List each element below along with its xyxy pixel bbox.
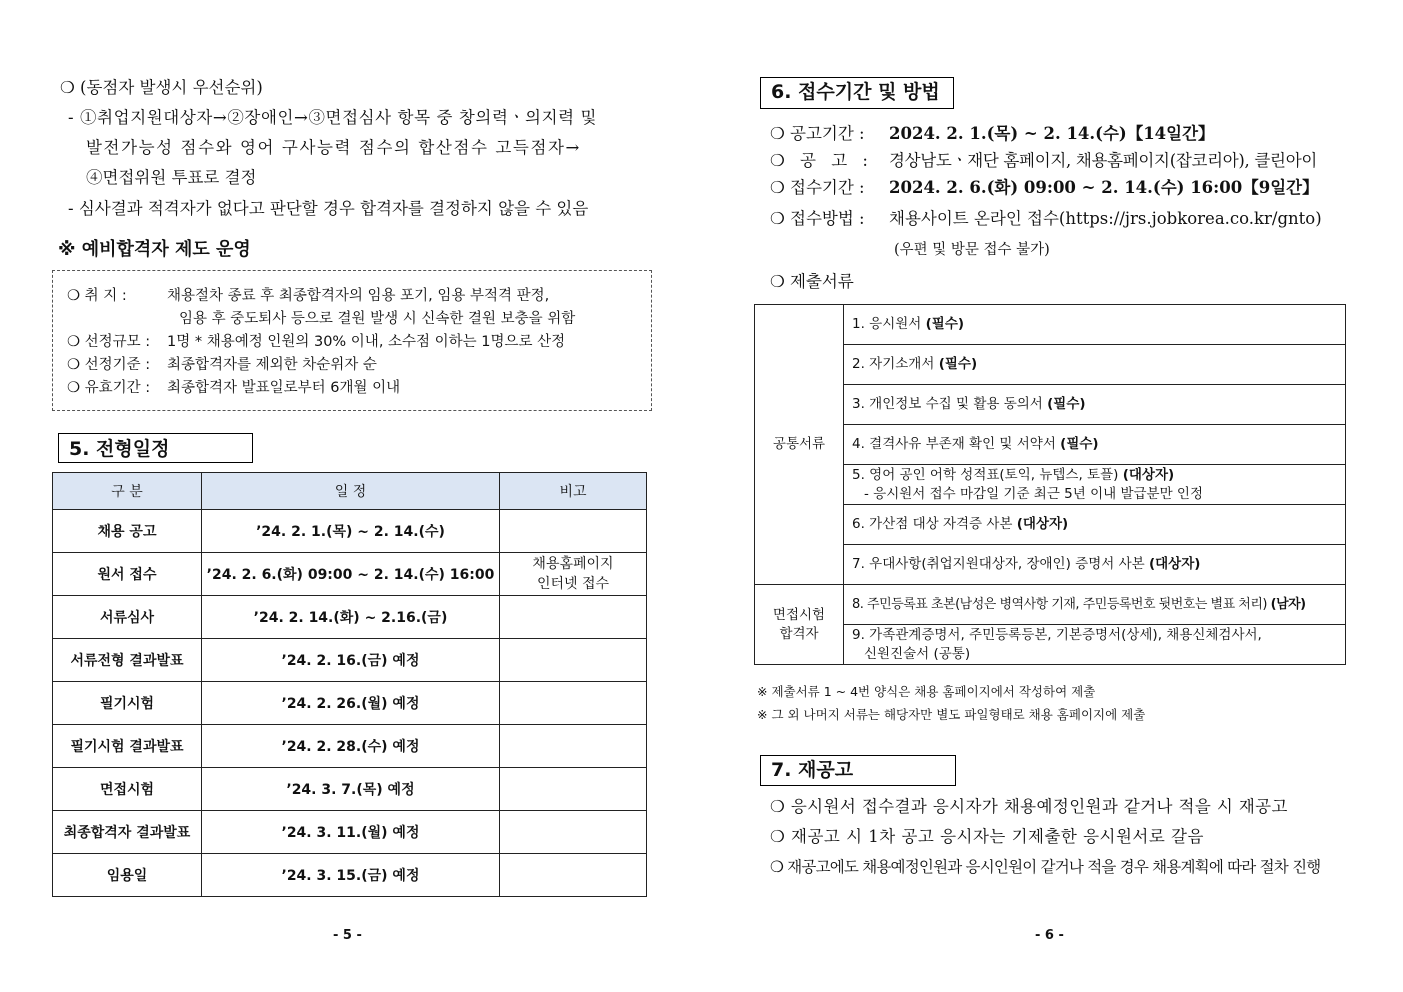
- schedule-stage: 필기시험: [53, 682, 202, 725]
- reserve-text-size: 1명 * 채용예정 인원의 30% 이내, 소수점 이하는 1명으로 산정: [167, 334, 566, 350]
- docs-note-1: ※ 제출서류 1 ~ 4번 양식은 채용 홈페이지에서 작성하여 제출: [757, 684, 1096, 699]
- docs-item-tag: (필수): [925, 316, 965, 332]
- schedule-note: [500, 854, 647, 897]
- reserve-heading: ※ 예비합격자 제도 운영: [58, 239, 251, 260]
- docs-item: [844, 305, 1346, 345]
- page-number-right: - 6 -: [1035, 928, 1064, 943]
- docs-item-tag: (필수): [1060, 436, 1099, 452]
- table-row: [755, 545, 1346, 585]
- docs-item-text: 5. 영어 공인 어학 성적표(토익, 뉴텝스, 토플): [852, 466, 1119, 483]
- schedule-date: ’24. 3. 11.(월) 예정: [202, 811, 500, 854]
- docs-item-text: 2. 자기소개서: [852, 356, 935, 372]
- table-row: [755, 425, 1346, 465]
- schedule-stage: 원서 접수: [53, 553, 202, 596]
- schedule-note-line-1: 채용홈페이지: [532, 556, 614, 572]
- table-row: [755, 505, 1346, 545]
- schedule-note: [500, 682, 647, 725]
- repost-item-2: ❍ 재공고 시 1차 공고 응시자는 기제출한 응시원서로 갈음: [770, 827, 1204, 846]
- docs-item: [844, 585, 1346, 625]
- reserve-label-size: ❍ 선정규모 :: [67, 334, 151, 350]
- table-row: [53, 768, 647, 811]
- schedule-header-note: 비고: [500, 473, 647, 510]
- reserve-label-validity: ❍ 유효기간 :: [67, 380, 151, 396]
- docs-item-tag: (대상자): [1148, 556, 1201, 572]
- schedule-note: [500, 639, 647, 682]
- table-row: [755, 385, 1346, 425]
- table-row: [53, 682, 647, 725]
- apply-period-label: ❍ 공고기간 :: [770, 124, 865, 143]
- docs-table: [754, 304, 1346, 665]
- schedule-stage: 채용 공고: [53, 510, 202, 553]
- table-row: [755, 585, 1346, 625]
- docs-category-interview: [755, 585, 844, 665]
- docs-item-text: 8. 주민등록표 초본(남성은 병역사항 기재, 주민등록번호 뒷번호는 별표 처리): [852, 597, 1267, 612]
- tie-line-1: - ①취업지원대상자→②장애인→③면접심사 항목 중 창의력ㆍ의지력 및: [68, 108, 598, 127]
- docs-item: [844, 465, 1346, 505]
- schedule-stage: 최종합격자 결과발표: [53, 811, 202, 854]
- reserve-text-validity: 최종합격자 발표일로부터 6개월 이내: [167, 380, 401, 396]
- docs-item-tag: (남자): [1270, 597, 1306, 612]
- schedule-date: ’24. 3. 15.(금) 예정: [202, 854, 500, 897]
- table-row: [53, 553, 647, 596]
- schedule-date: ’24. 2. 6.(화) 09:00 ~ 2. 14.(수) 16:00: [202, 553, 500, 596]
- repost-title: 7. 재공고: [760, 755, 956, 786]
- docs-item-tag: (대상자): [1016, 516, 1069, 532]
- schedule-note: [500, 553, 647, 596]
- docs-item: [844, 545, 1346, 585]
- schedule-date: ’24. 3. 7.(목) 예정: [202, 768, 500, 811]
- schedule-date: ’24. 2. 1.(목) ~ 2. 14.(수): [202, 510, 500, 553]
- schedule-note-line-2: 인터넷 접수: [536, 576, 610, 592]
- schedule-header-row: [53, 473, 647, 510]
- table-row: [755, 305, 1346, 345]
- tie-line-4: - 심사결과 적격자가 없다고 판단할 경우 합격자를 결정하지 않을 수 있음: [68, 199, 589, 218]
- schedule-date: ’24. 2. 26.(월) 예정: [202, 682, 500, 725]
- schedule-note: [500, 596, 647, 639]
- docs-item: [844, 345, 1346, 385]
- apply-notice-value: 경상남도ㆍ재단 홈페이지, 채용홈페이지(잡코리아), 클린아이: [889, 151, 1317, 170]
- schedule-note: [500, 725, 647, 768]
- docs-heading: ❍ 제출서류: [770, 272, 854, 291]
- apply-notice-label: ❍ 공 고 :: [770, 151, 873, 170]
- docs-item-tag: (필수): [938, 356, 978, 372]
- apply-receipt-value: 2024. 2. 6.(화) 09:00 ~ 2. 14.(수) 16:00【9일간】: [889, 178, 1319, 197]
- docs-item-text: 3. 개인정보 수집 및 활용 동의서: [852, 396, 1043, 412]
- docs-item-text: 1. 응시원서: [852, 316, 922, 332]
- schedule-date: ’24. 2. 16.(금) 예정: [202, 639, 500, 682]
- table-row: [755, 345, 1346, 385]
- schedule-stage: 필기시험 결과발표: [53, 725, 202, 768]
- docs-item: [844, 385, 1346, 425]
- repost-item-1: ❍ 응시원서 접수결과 응시자가 채용예정인원과 같거나 적을 시 재공고: [770, 797, 1288, 816]
- schedule-note: [500, 510, 647, 553]
- apply-method-label: ❍ 접수방법 :: [770, 209, 865, 228]
- schedule-note: [500, 768, 647, 811]
- table-row: [53, 854, 647, 897]
- docs-item-text: 6. 가산점 대상 자격증 사본: [852, 516, 1013, 532]
- table-row: [53, 596, 647, 639]
- docs-item: [844, 505, 1346, 545]
- table-row: [53, 725, 647, 768]
- table-row: [755, 625, 1346, 665]
- docs-item-tag: (필수): [1047, 396, 1086, 412]
- docs-item-text: 4. 결격사유 부존재 확인 및 서약서: [852, 436, 1056, 452]
- docs-note-2: ※ 그 외 나머지 서류는 해당자만 별도 파일형태로 채용 홈페이지에 제출: [757, 707, 1146, 722]
- schedule-note: [500, 811, 647, 854]
- reserve-label-purpose: ❍ 취 지 :: [67, 288, 127, 304]
- docs-item: [844, 425, 1346, 465]
- apply-period-value: 2024. 2. 1.(목) ~ 2. 14.(수)【14일간】: [889, 124, 1215, 143]
- schedule-table: [52, 472, 647, 897]
- docs-category-interview-line-2: 합격자: [779, 625, 819, 642]
- reserve-text-criteria: 최종합격자를 제외한 차순위자 순: [167, 357, 377, 373]
- docs-item-sub: - 응시원서 접수 마감일 기준 최근 5년 이내 발급분만 인정: [864, 485, 1203, 502]
- schedule-stage: 면접시험: [53, 768, 202, 811]
- tie-heading: ❍ (동점자 발생시 우선순위): [60, 78, 263, 97]
- tie-line-2: 발전가능성 점수와 영어 구사능력 점수의 합산점수 고득점자→: [86, 138, 581, 157]
- docs-category-interview-line-1: 면접시험: [772, 606, 826, 623]
- schedule-header-date: 일 정: [202, 473, 500, 510]
- docs-item-text: 9. 가족관계증명서, 주민등록등본, 기본증명서(상세), 채용신체검사서,: [852, 626, 1262, 643]
- reserve-text-purpose-cont: 임용 후 중도퇴사 등으로 결원 발생 시 신속한 결원 보충을 위함: [179, 311, 576, 327]
- apply-title: 6. 접수기간 및 방법: [760, 77, 954, 109]
- reserve-box: [52, 270, 652, 411]
- schedule-header-stage: 구 분: [53, 473, 202, 510]
- schedule-date: ’24. 2. 14.(화) ~ 2.16.(금): [202, 596, 500, 639]
- docs-item-sub: 신원진술서 (공통): [864, 645, 971, 662]
- schedule-stage: 서류전형 결과발표: [53, 639, 202, 682]
- table-row: [53, 811, 647, 854]
- apply-method-note: (우편 및 방문 접수 불가): [894, 242, 1050, 258]
- page-number-left: - 5 -: [333, 928, 362, 943]
- docs-item-text: 7. 우대사항(취업지원대상자, 장애인) 증명서 사본: [852, 556, 1149, 572]
- docs-item-tag: (대상자): [1122, 466, 1175, 483]
- docs-category-common: 공통서류: [755, 305, 844, 585]
- reserve-text-purpose: 채용절차 종료 후 최종합격자의 임용 포기, 임용 부적격 판정,: [167, 288, 550, 304]
- reserve-label-criteria: ❍ 선정기준 :: [67, 357, 151, 373]
- tie-line-3: ④면접위원 투표로 결정: [86, 168, 257, 187]
- apply-method-value: 채용사이트 온라인 접수(https://jrs.jobkorea.co.kr/gnto): [889, 209, 1322, 228]
- schedule-stage: 임용일: [53, 854, 202, 897]
- schedule-stage: 서류심사: [53, 596, 202, 639]
- table-row: [755, 465, 1346, 505]
- docs-item: [844, 625, 1346, 665]
- schedule-title: 5. 전형일정: [58, 433, 253, 463]
- repost-item-3: ❍ 재공고에도 채용예정인원과 응시인원이 같거나 적을 경우 채용계획에 따라 절차 진행: [770, 858, 1321, 876]
- table-row: [53, 639, 647, 682]
- apply-receipt-label: ❍ 접수기간 :: [770, 178, 865, 197]
- schedule-date: ’24. 2. 28.(수) 예정: [202, 725, 500, 768]
- table-row: [53, 510, 647, 553]
